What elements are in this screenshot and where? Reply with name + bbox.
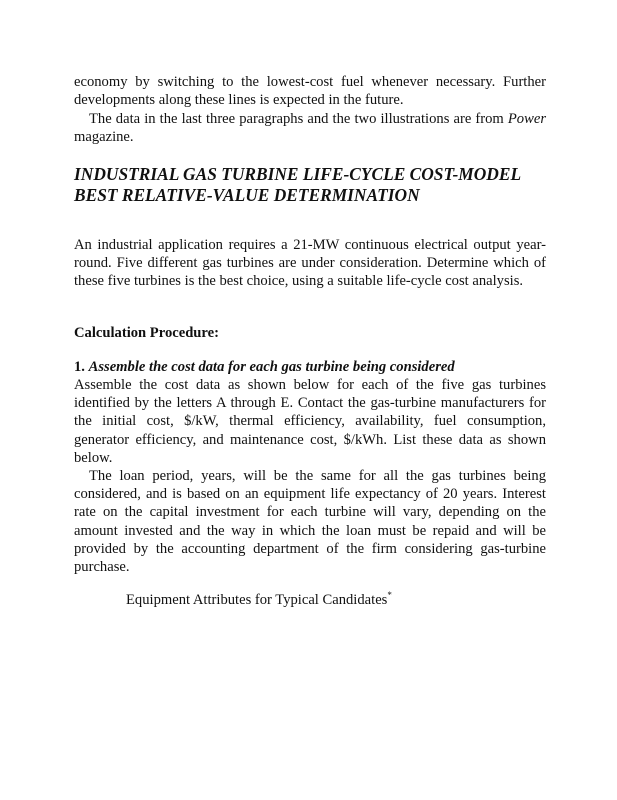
source-note-paragraph — [74, 110, 546, 146]
footnote-marker: * — [387, 590, 392, 601]
section-title — [74, 164, 546, 206]
table-caption — [126, 592, 392, 609]
problem-statement: An industrial application requires a 21-MW continuous electrical output year-round. Five different gas turbines are under consideration. Determine which of these five turbines is the best choice, using a suitable life-cycle cost analysis. — [74, 237, 546, 290]
source-note-end: magazine. — [74, 129, 134, 146]
magazine-name: Power — [507, 111, 546, 127]
step1-number: 1. — [74, 359, 85, 375]
section-title-line1: INDUSTRIAL GAS TURBINE LIFE-CYCLE COST-MODEL — [74, 164, 522, 184]
source-note-text: The data in the last three paragraphs and the two illustrations are from — [89, 111, 508, 127]
step1-title: Assemble the cost data for each gas turbine being considered — [88, 359, 455, 375]
table-caption-text: Equipment Attributes for Typical Candidates — [126, 592, 388, 608]
step1-paragraph2: The loan period, years, will be the same for all the gas turbines being considered, and is based on an equipment life expectancy of 20 years. Interest rate on the capital investment for each turbine will vary, depending on the amount invested and the way in which the loan must be repaid and will be provided by the accounting department of the firm considering gas-turbine purchase. — [74, 468, 546, 576]
continuation-paragraph: economy by switching to the lowest-cost fuel whenever necessary. Further developments along these lines is expected in the future. — [74, 74, 546, 109]
step1-heading — [74, 358, 546, 376]
step1-paragraph1: Assemble the cost data as shown below for each of the five gas turbines identified by the letters A through E. Contact the gas-turbine manufacturers for the initial cost, $/kW, thermal efficiency, availability, fuel consumption, generator efficiency, and maintenance cost, $/kWh. List these data as shown below. — [74, 377, 546, 466]
section-title-line2: BEST RELATIVE-VALUE DETERMINATION — [74, 185, 420, 205]
procedure-heading: Calculation Procedure: — [74, 325, 219, 341]
